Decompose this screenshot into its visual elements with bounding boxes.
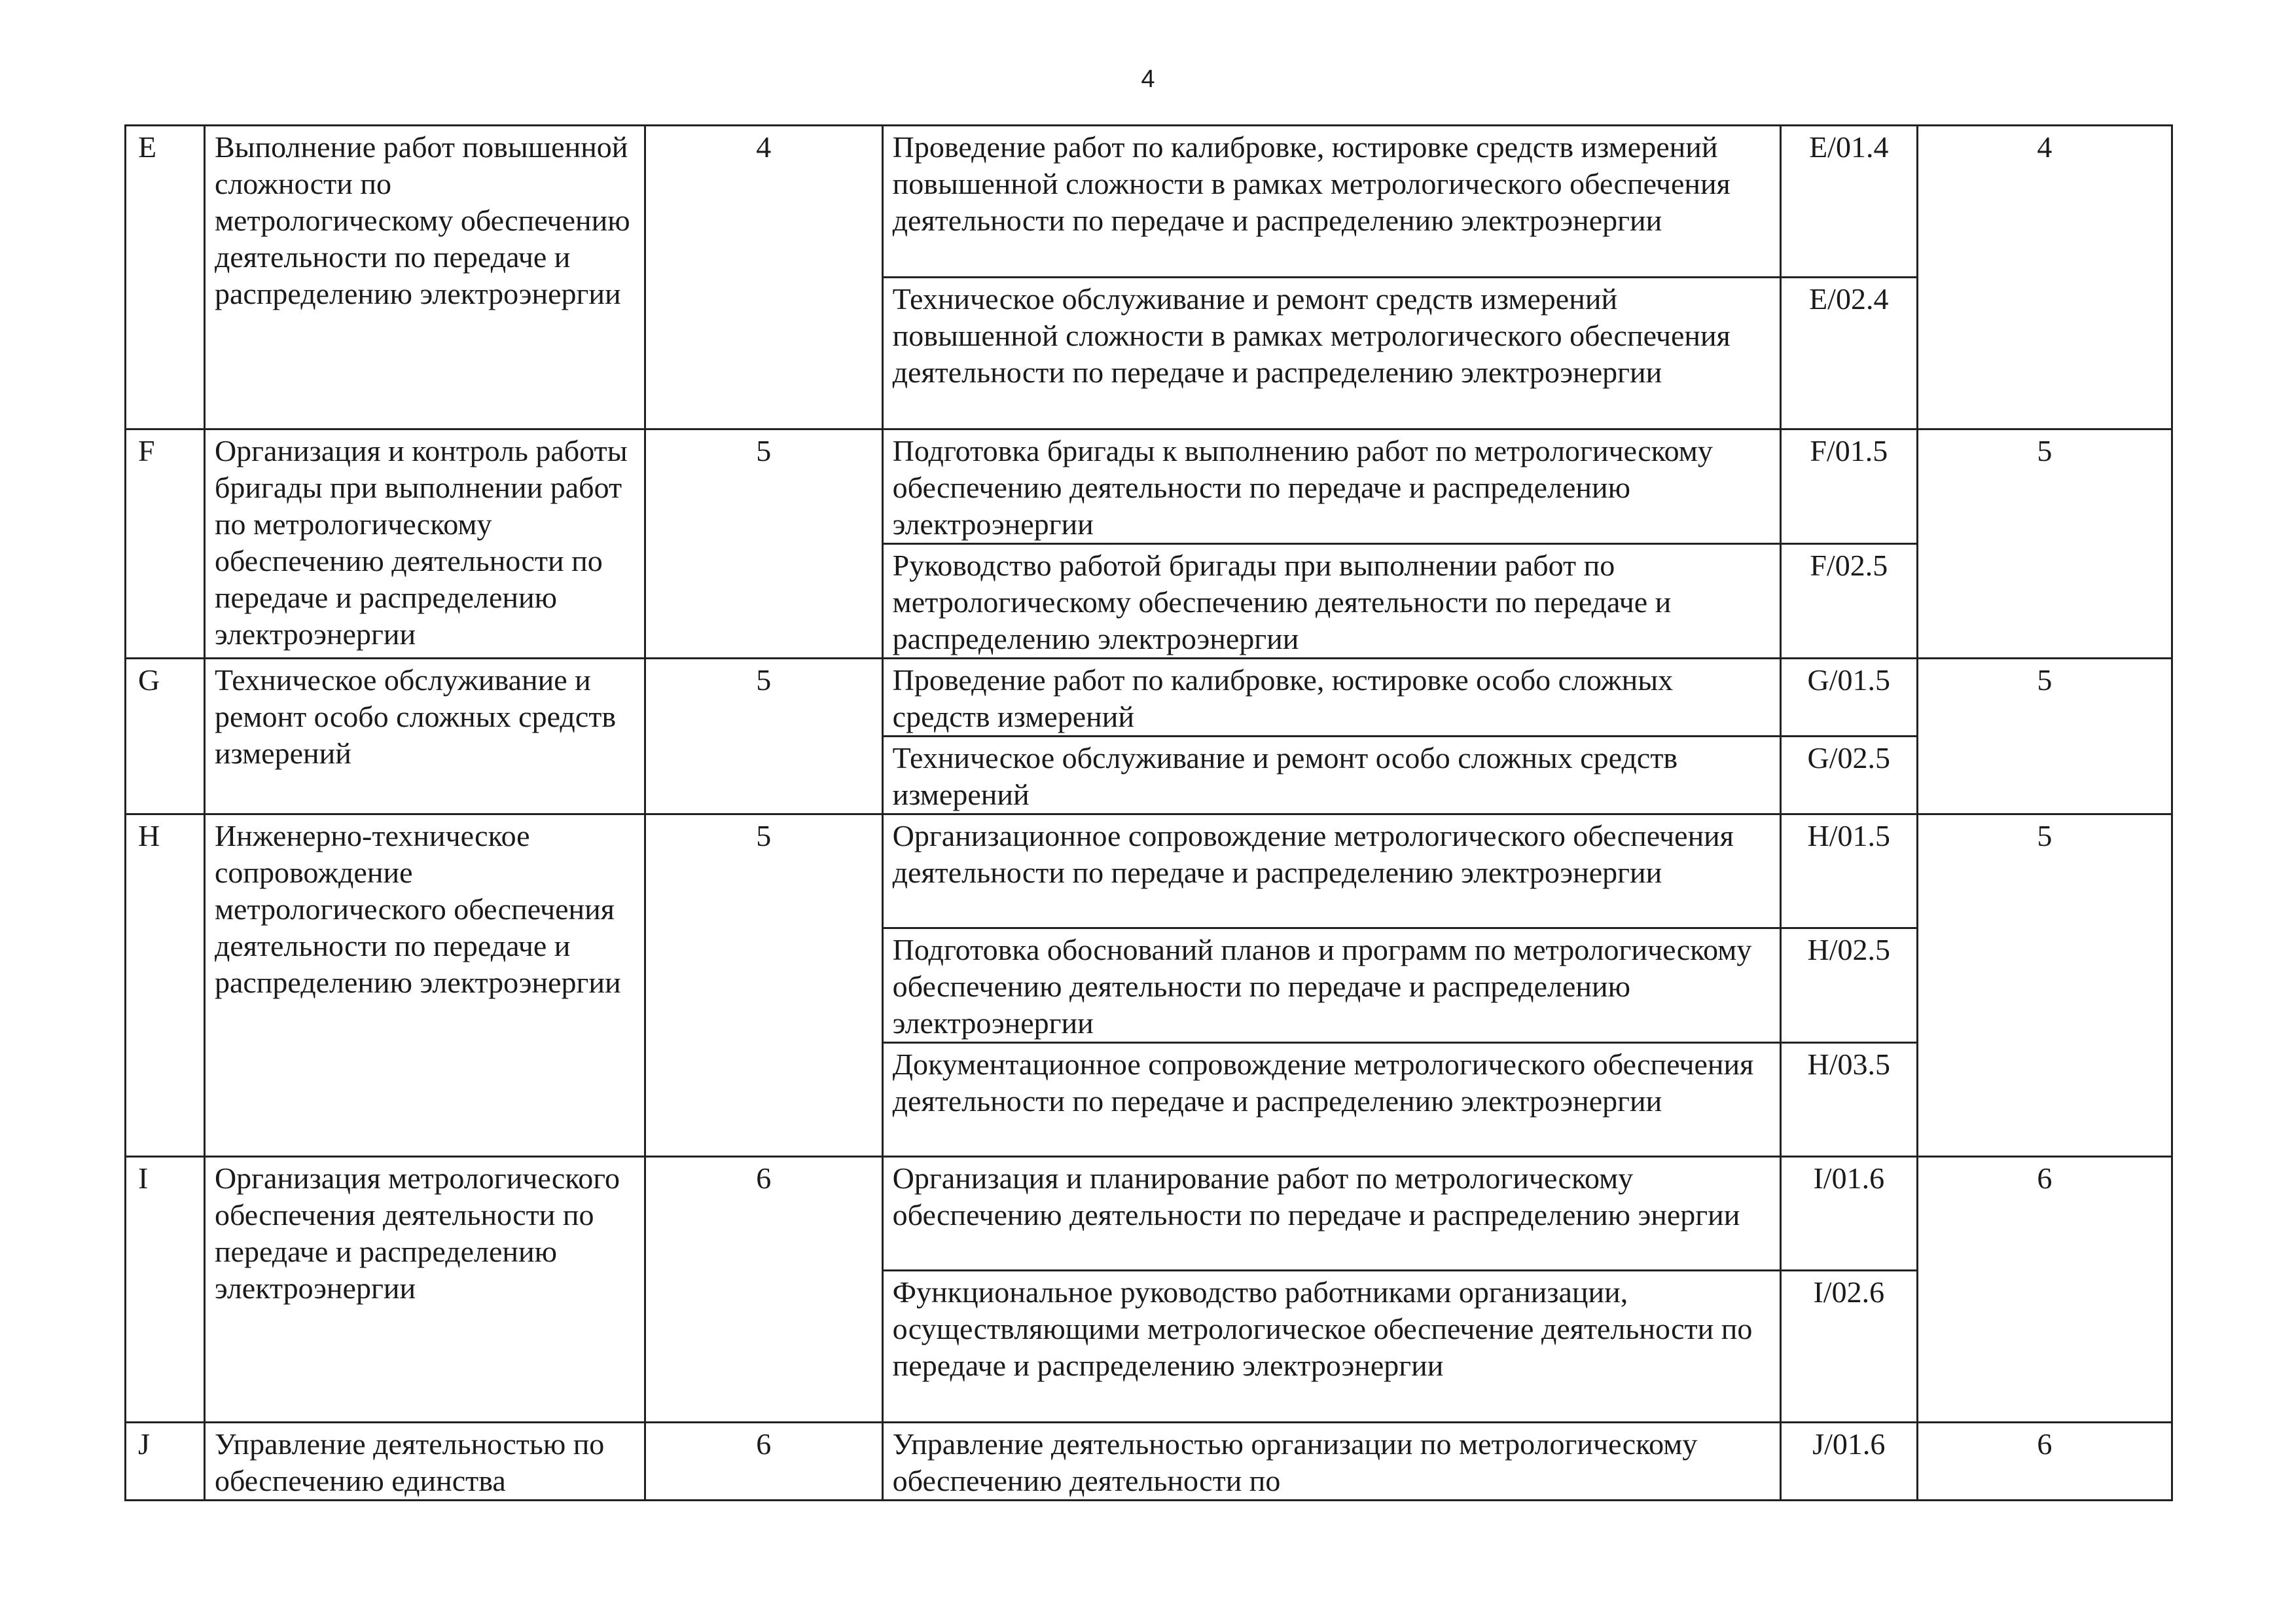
function-level-cell: 4 <box>1917 126 2172 429</box>
function-name-cell: Функциональное руководство работниками организации, осуществляющими метрологическое обеспечение деятельности по передаче и распределению электроэнергии <box>882 1271 1780 1423</box>
function-name-cell: Подготовка обоснований планов и программ по метрологическому обеспечению деятельности по передаче и распределению электроэнергии <box>882 928 1780 1043</box>
function-code-cell: G/02.5 <box>1780 737 1917 814</box>
group-level-cell: 5 <box>645 814 882 1157</box>
table-row <box>126 659 2172 737</box>
function-code-cell: E/02.4 <box>1780 278 1917 429</box>
table-row <box>126 814 2172 928</box>
group-code-cell: J <box>126 1423 205 1501</box>
function-code-cell: H/01.5 <box>1780 814 1917 928</box>
function-code-cell: H/02.5 <box>1780 928 1917 1043</box>
function-code-cell: G/01.5 <box>1780 659 1917 737</box>
function-level-cell: 6 <box>1917 1423 2172 1501</box>
group-level-cell: 5 <box>645 659 882 814</box>
group-code-cell: E <box>126 126 205 429</box>
group-code-cell: G <box>126 659 205 814</box>
group-name-cell: Организация и контроль работы бригады при выполнении работ по метрологическому обеспечению деятельности по передаче и распределению электроэнергии <box>204 429 645 659</box>
group-level-cell: 4 <box>645 126 882 429</box>
function-code-cell: I/01.6 <box>1780 1157 1917 1271</box>
function-name-cell: Проведение работ по калибровке, юстировке особо сложных средств измерений <box>882 659 1780 737</box>
group-level-cell: 5 <box>645 429 882 659</box>
group-name-cell: Выполнение работ повышенной сложности по метрологическому обеспечению деятельности по передаче и распределению электроэнергии <box>204 126 645 429</box>
group-name-cell: Инженерно-техническое сопровождение метрологического обеспечения деятельности по передаче и распределению электроэнергии <box>204 814 645 1157</box>
table-row <box>126 429 2172 544</box>
page-number: 4 <box>1141 65 1155 93</box>
function-name-cell: Организация и планирование работ по метрологическому обеспечению деятельности по передаче и распределению энергии <box>882 1157 1780 1271</box>
group-code-cell: F <box>126 429 205 659</box>
group-code-cell: I <box>126 1157 205 1423</box>
function-name-cell: Руководство работой бригады при выполнении работ по метрологическому обеспечению деятельности по передаче и распределению электроэнергии <box>882 544 1780 659</box>
function-level-cell: 5 <box>1917 814 2172 1157</box>
group-code-cell: H <box>126 814 205 1157</box>
function-code-cell: E/01.4 <box>1780 126 1917 278</box>
function-code-cell: I/02.6 <box>1780 1271 1917 1423</box>
function-level-cell: 5 <box>1917 429 2172 659</box>
function-level-cell: 5 <box>1917 659 2172 814</box>
group-name-cell: Управление деятельностью по обеспечению единства <box>204 1423 645 1501</box>
functions-table <box>124 124 2173 1501</box>
table-row <box>126 1157 2172 1271</box>
function-name-cell: Проведение работ по калибровке, юстировке средств измерений повышенной сложности в рамках метрологического обеспечения деятельности по передаче и распределению электроэнергии <box>882 126 1780 278</box>
function-level-cell: 6 <box>1917 1157 2172 1423</box>
group-level-cell: 6 <box>645 1423 882 1501</box>
group-name-cell: Организация метрологического обеспечения деятельности по передаче и распределению электроэнергии <box>204 1157 645 1423</box>
group-name-cell: Техническое обслуживание и ремонт особо сложных средств измерений <box>204 659 645 814</box>
function-name-cell: Техническое обслуживание и ремонт средств измерений повышенной сложности в рамках метрологического обеспечения деятельности по передаче и распределению электроэнергии <box>882 278 1780 429</box>
function-code-cell: F/02.5 <box>1780 544 1917 659</box>
function-name-cell: Документационное сопровождение метрологического обеспечения деятельности по передаче и распределению электроэнергии <box>882 1043 1780 1157</box>
function-name-cell: Управление деятельностью организации по метрологическому обеспечению деятельности по <box>882 1423 1780 1501</box>
function-name-cell: Организационное сопровождение метрологического обеспечения деятельности по передаче и распределению электроэнергии <box>882 814 1780 928</box>
function-code-cell: F/01.5 <box>1780 429 1917 544</box>
function-name-cell: Подготовка бригады к выполнению работ по метрологическому обеспечению деятельности по передаче и распределению электроэнергии <box>882 429 1780 544</box>
function-name-cell: Техническое обслуживание и ремонт особо сложных средств измерений <box>882 737 1780 814</box>
table-row <box>126 1423 2172 1501</box>
table-row <box>126 126 2172 278</box>
function-code-cell: H/03.5 <box>1780 1043 1917 1157</box>
group-level-cell: 6 <box>645 1157 882 1423</box>
function-code-cell: J/01.6 <box>1780 1423 1917 1501</box>
